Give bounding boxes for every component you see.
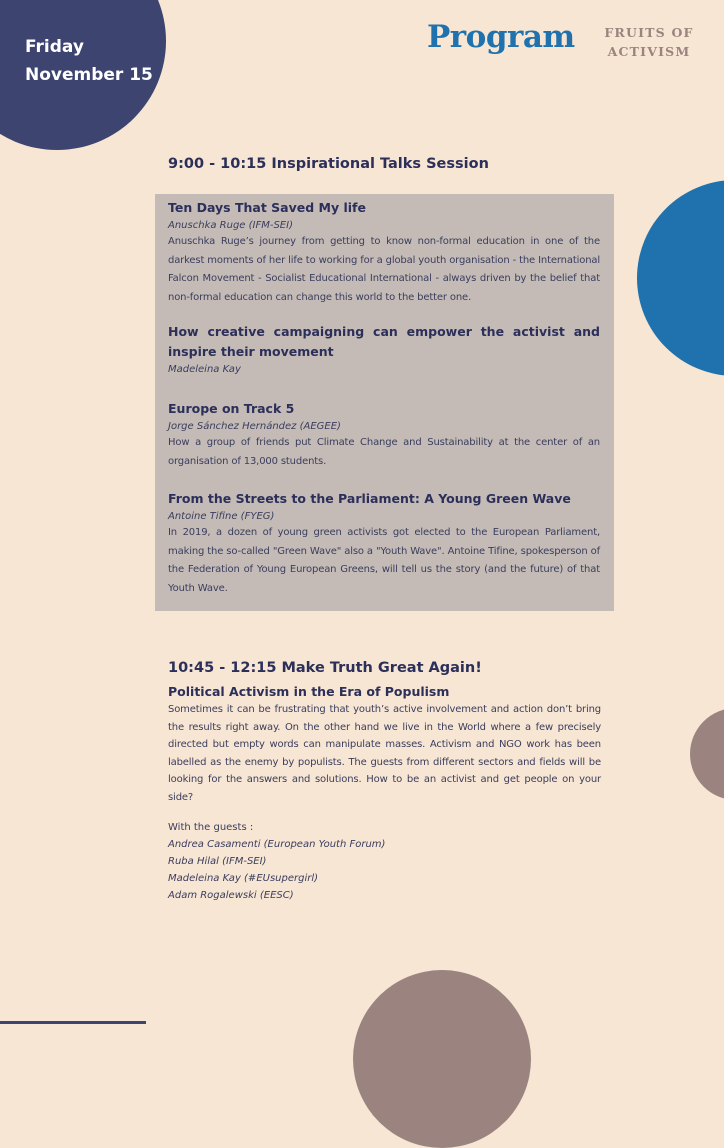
page-title: Program (427, 19, 575, 55)
talk-title: Ten Days That Saved My life (168, 200, 366, 215)
talk-title: Europe on Track 5 (168, 401, 295, 416)
brand-line-1: FRUITS OF (604, 25, 694, 40)
talk-description: Anuschka Ruge’s journey from getting to know non-formal education in one of the darkest moments of her life to working for a global youth organisation - the International Falcon Movement - Socialist Educational International - always driven by the belief that non-formal education can change this world to the better one. (168, 236, 600, 303)
session-2-subtitle: Political Activism in the Era of Populism (168, 684, 450, 699)
decorative-circle-blue (637, 180, 724, 376)
guest-item: Andrea Casamenti (European Youth Forum) (168, 839, 386, 850)
brand-line-2: ACTIVISM (607, 44, 691, 59)
talk-item (168, 198, 600, 307)
decorative-circle-taupe-bottom (353, 970, 531, 1148)
talk-speaker: Jorge Sánchez Hernández (AEGEE) (168, 421, 341, 432)
decorative-circle-taupe-right (690, 708, 724, 800)
talk-description: In 2019, a dozen of young green activists got elected to the European Parliament, making the so-called "Green Wave" also a "Youth Wave". Antoine Tifine, spokesperson of the Federation of Young European Greens, will tell us the story (and the future) of that Youth Wave. (168, 527, 600, 594)
talk-speaker: Antoine Tifine (FYEG) (168, 511, 275, 522)
session-2-body (168, 683, 601, 806)
guest-item: Adam Rogalewski (EESC) (168, 890, 294, 901)
event-date (25, 33, 153, 89)
talk-item (168, 489, 600, 598)
talk-item (168, 322, 600, 377)
talk-title: How creative campaigning can empower the activist and inspire their movement (168, 324, 600, 359)
guests-intro: With the guests : (168, 822, 254, 833)
guest-item: Madeleina Kay (#EUsupergirl) (168, 873, 319, 884)
event-date-text: November 15 (25, 65, 153, 85)
guest-list (168, 836, 385, 904)
event-day: Friday (25, 37, 84, 57)
session-1-title: 9:00 - 10:15 Inspirational Talks Session (168, 156, 489, 172)
talk-title: From the Streets to the Parliament: A Young Green Wave (168, 491, 571, 506)
talk-item (168, 399, 600, 471)
talk-description: How a group of friends put Climate Change and Sustainability at the center of an organisation of 13,000 students. (168, 437, 600, 467)
brand-logo (600, 23, 698, 61)
talk-speaker: Anuschka Ruge (IFM-SEI) (168, 220, 293, 231)
guest-item: Ruba Hilal (IFM-SEI) (168, 856, 267, 867)
session-2-title: 10:45 - 12:15 Make Truth Great Again! (168, 660, 482, 676)
talk-speaker: Madeleina Kay (168, 364, 241, 375)
session-2-description: Sometimes it can be frustrating that youth’s active involvement and action don’t bring the results right away. On the other hand we live in the World where a few precisely directed but empty words can manipulate masses. Activism and NGO work has been labelled as the enemy by populists. The guests from different sectors and fields will be looking for the answers and solutions. How to be an activist and get people on your side? (168, 704, 601, 803)
